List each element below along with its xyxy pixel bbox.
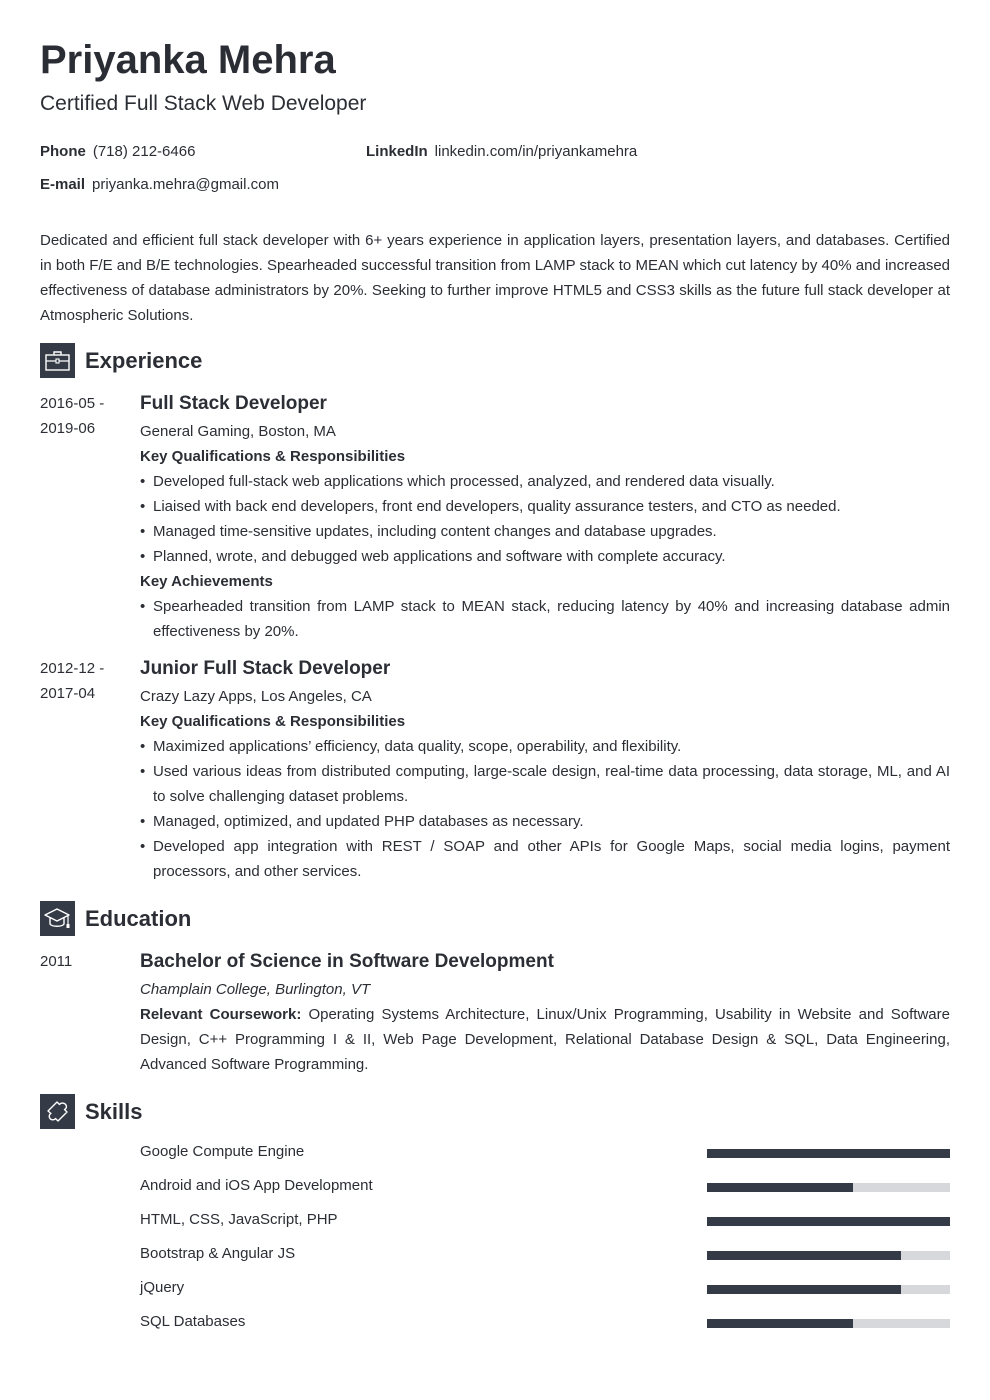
- skill-name: SQL Databases: [140, 1313, 246, 1330]
- achievements-heading: Key Achievements: [140, 573, 273, 590]
- skill-level-bar: [707, 1319, 950, 1328]
- briefcase-icon: [40, 343, 75, 378]
- graduation-cap-icon: [40, 901, 75, 936]
- coursework-label: Relevant Coursework:: [140, 1006, 302, 1023]
- skill-row: [140, 1312, 950, 1332]
- education-title: Education: [85, 905, 192, 931]
- achievements-list: [140, 594, 950, 644]
- list-item: • Liaised with back end developers, front end developers, quality assurance testers, and CTO as needed.: [140, 494, 950, 519]
- skill-row: [140, 1210, 950, 1230]
- experience-section-header: [40, 343, 202, 378]
- education-year: 2011: [40, 953, 73, 970]
- job-body: [140, 391, 950, 644]
- skill-level-fill: [707, 1285, 901, 1294]
- qualifications-heading: Key Qualifications & Responsibilities: [140, 713, 406, 730]
- job-dates: [40, 391, 120, 441]
- qualifications-heading: Key Qualifications & Responsibilities: [140, 448, 406, 465]
- job-role: Junior Full Stack Developer: [140, 658, 391, 679]
- linkedin-link[interactable]: linkedin.com/in/priyankamehra: [434, 143, 638, 160]
- linkedin-label: LinkedIn: [366, 143, 428, 160]
- school-name: Champlain College, Burlington, VT: [140, 981, 371, 998]
- skill-level-bar: [707, 1285, 950, 1294]
- coursework-text: Operating Systems Architecture, Linux/Unix Programming, Usability in Website and Software Design, C++ Programming I & II, Web Page Development, Relational Database Design & SQL, Data Engineering, Advanced Software Programming.: [140, 1006, 950, 1073]
- skill-level-bar: [707, 1149, 950, 1158]
- skill-level-fill: [707, 1251, 901, 1260]
- profile-summary: Dedicated and efficient full stack developer with 6+ years experience in application layers, presentation layers, and databases. Certified in both F/E and B/E technologies. Spearheaded successful transition from LAMP stack to MEAN which cut latency by 40% and increased effectiveness of database administrators by 20%. Seeking to further improve HTML5 and CSS3 skills as the future full stack developer at Atmospheric Solutions.: [40, 232, 950, 324]
- skill-level-fill: [707, 1217, 950, 1226]
- skills-section-header: [40, 1094, 142, 1129]
- qualifications-list: [140, 469, 950, 569]
- qualifications-list: [140, 734, 950, 884]
- contact-phone: [40, 142, 195, 162]
- job-date-start: 2016-05 -: [40, 395, 105, 412]
- list-item: • Maximized applications’ efficiency, data quality, scope, operability, and flexibility.: [140, 734, 950, 759]
- degree-title: Bachelor of Science in Software Development: [140, 951, 554, 972]
- skill-level-fill: [707, 1183, 853, 1192]
- education-body: [140, 949, 950, 1077]
- job-role: Full Stack Developer: [140, 393, 327, 414]
- list-item: • Planned, wrote, and debugged web applications and software with complete accuracy.: [140, 544, 950, 569]
- skill-name: Android and iOS App Development: [140, 1177, 373, 1194]
- skill-name: Bootstrap & Angular JS: [140, 1245, 296, 1262]
- job-company: Crazy Lazy Apps, Los Angeles, CA: [140, 688, 372, 705]
- education-section-header: [40, 901, 191, 936]
- skill-name: HTML, CSS, JavaScript, PHP: [140, 1211, 338, 1228]
- phone-label: Phone: [40, 143, 86, 160]
- list-item: • Developed full-stack web applications which processed, analyzed, and rendered data visually.: [140, 469, 950, 494]
- list-item: • Spearheaded transition from LAMP stack to MEAN stack, reducing latency by 40% and increasing database admin effectiveness by 20%.: [140, 594, 950, 644]
- skill-name: jQuery: [140, 1279, 185, 1296]
- contact-email: [40, 175, 279, 195]
- skill-row: [140, 1244, 950, 1264]
- phone-value: (718) 212-6466: [92, 143, 196, 160]
- list-item: • Developed app integration with REST / SOAP and other APIs for Google Maps, social media logins, payment processors, and other services.: [140, 834, 950, 884]
- job-company: General Gaming, Boston, MA: [140, 423, 336, 440]
- skill-level-bar: [707, 1217, 950, 1226]
- job-date-start: 2012-12 -: [40, 660, 105, 677]
- job-date-end: 2019-06: [40, 420, 96, 437]
- experience-title: Experience: [85, 347, 203, 373]
- job-body: [140, 656, 950, 884]
- job-dates: [40, 656, 120, 706]
- candidate-name: Priyanka Mehra: [40, 38, 336, 82]
- email-link[interactable]: priyanka.mehra@gmail.com: [92, 176, 279, 193]
- coursework: [140, 1002, 950, 1077]
- contact-linkedin: [366, 142, 637, 162]
- skill-level-bar: [707, 1251, 950, 1260]
- list-item: • Managed time-sensitive updates, including content changes and database upgrades.: [140, 519, 950, 544]
- skills-title: Skills: [85, 1098, 143, 1124]
- skill-row: [140, 1278, 950, 1298]
- puzzle-icon: [40, 1094, 75, 1129]
- email-label: E-mail: [40, 176, 86, 193]
- skill-level-fill: [707, 1149, 950, 1158]
- skill-level-fill: [707, 1319, 853, 1328]
- skill-level-bar: [707, 1183, 950, 1192]
- skill-name: Google Compute Engine: [140, 1143, 305, 1160]
- job-date-end: 2017-04: [40, 685, 96, 702]
- skill-row: [140, 1176, 950, 1196]
- list-item: • Managed, optimized, and updated PHP databases as necessary.: [140, 809, 950, 834]
- list-item: • Used various ideas from distributed computing, large-scale design, real-time data processing, data storage, ML, and AI to solve challenging dataset problems.: [140, 759, 950, 809]
- skill-row: [140, 1142, 950, 1162]
- candidate-title: Certified Full Stack Web Developer: [40, 92, 367, 115]
